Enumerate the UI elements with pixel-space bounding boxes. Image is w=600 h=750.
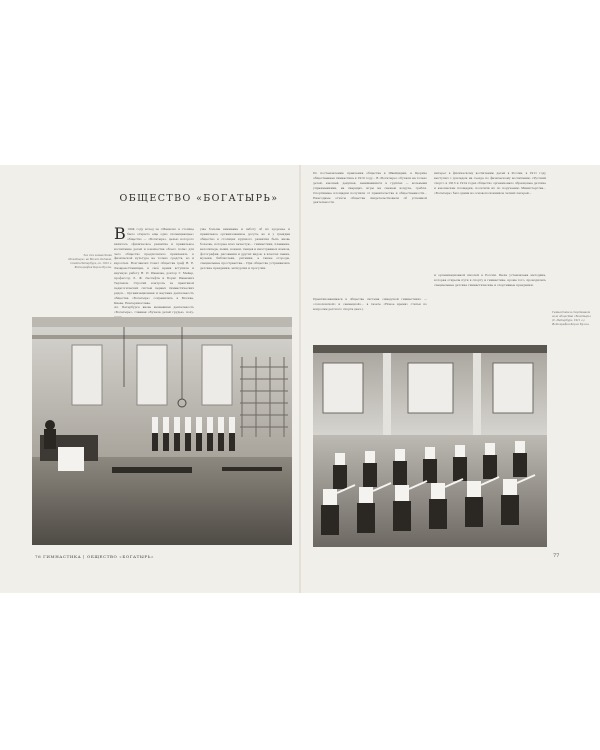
page-footer: 76 ГИМНАСТИКА | ОБЩЕСТВО «БОГАТЫРЬ» [35, 554, 155, 559]
right-column-2-text: интерес к физическому воспитанию детей в России, в 1911 году выступил с докладом на съезде по физическому воспитанию «Русский спорт» в 1913 и 1914 годах общество организовало образцовые детские и юношеские площадки, посетили их по поручению Министерства... «Богатырь» был одним из основоположников летних лагерей... [434, 171, 546, 195]
left-column-1 [114, 224, 194, 309]
right-column-1-text: По постановлению правления общества в Швейцарии, в Цюрихе общественная гимнастика в 1910 году... В «Богатыре» обучали на только детей, юношей, девушек, занимавшихся в группах — вольными упражнениями, на снарядах, игры на свежем воздухе, гребля. Спортивные площадки получили от правительства и общественности... Ежегодные отчёты общества свидетельствовали об успешной деятельности. [313, 171, 427, 205]
exercise-class-image [313, 345, 547, 547]
book-spread [0, 165, 600, 593]
left-photo-caption: Зал для гимнастики «Богатырь» на Малой Садовой, Санкт-Петербург, ок. 1912 г. Фотография Карла Буллы. [67, 254, 112, 269]
right-column-2-bottom-text: и организационной школой в России. Была установлена методика, которая открыла пути к спорту и гимнастике, кроме того, проводились специальные детские гимнастические и спортивные праздники. [434, 273, 546, 287]
book-gutter [299, 165, 301, 593]
right-column-2-bottom [434, 273, 546, 329]
left-column-1-bottom [114, 305, 194, 316]
drop-cap: В [114, 224, 126, 243]
gymnasium-hall-image [32, 317, 292, 545]
page-number-right: 77 [553, 553, 560, 559]
right-photo-caption: Гимнастика в спортивном зале общества «Богатырь» (С.-Петербург, 1911 г.). Фотография Карла Буллы. [552, 311, 592, 326]
right-column-1-bottom [313, 297, 427, 329]
gymnasium-photo-left [32, 317, 292, 545]
left-column-2-text: уже больше внимание и заботу об их здоровье и правильное организованное досуга, но и у граждан общество в столицах крупного развития быть вновь болезнь, которые всех зачастую... гимнастики, плавания, велосипеда, лыжи, коньки, танцев и иностранных языков, фотография, рисования и других видов; в классах пения, музыки, библиотеки, ритмики, а также огороды, специальные пространства... При обществе устраивались детские праздники, экскурсии и прогулки. [200, 227, 290, 271]
right-column-1 [313, 171, 427, 293]
left-column-1-text: 1904 году вслед за «Маяком» в столице было открыто еще одно «помещающее» общество — «Богатырь», целью которого являлось «физическое развитие и правильное воспитание детей и юношества обоего пола» для чего общество предполагало привлекать к физической культуре не только средств, но и взрослых. Возглавлял Совет общества граф Н. Е. Лазарев-Станищев, в своё время вступила и научную работу Н. П. Иванова, доктор Г. Мейер, профессор Л. Ф. Лесгафта и Борис Иванович Тартаков. Строгий контроль за практикой педагогических систем первых гимнастических рядов... Организационная и научная деятельность общества «Богатырь» сохранились в Москве, Киеве, Екатеринославе. [114, 227, 194, 305]
page-title: ОБЩЕСТВО «БОГАТЫРЬ» [119, 193, 279, 204]
right-column-2 [434, 171, 546, 271]
exercise-class-photo-right [313, 345, 547, 547]
right-column-1-bottom-text: Практиковавшаяся в обществе система «шведской гимнастики» — «соколовской» и «немецкой»... в газете «Новое время» статьи по вопросам детского спорта (нач.). [313, 297, 427, 311]
left-column-1-bottom-text: Ал. Петербурге вновь вызвавшая деятельность «Богатырь», главная обучала детей грудью, полу- [114, 305, 194, 314]
